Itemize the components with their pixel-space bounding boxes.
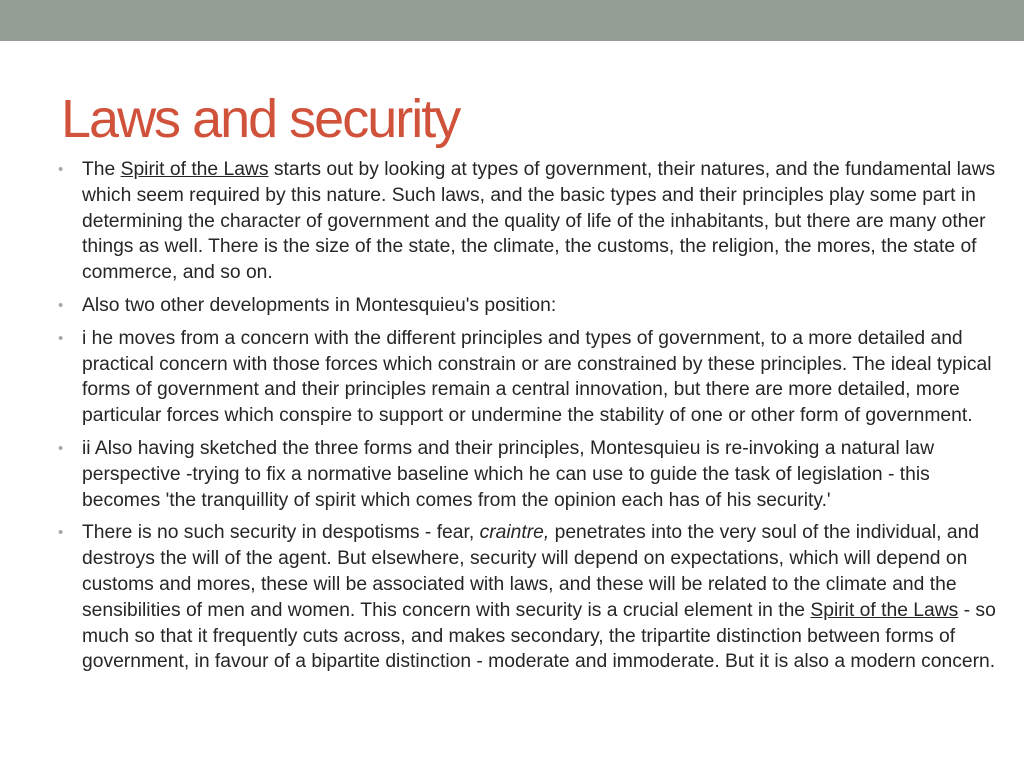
bullet-icon: • (58, 439, 64, 457)
slide-title: Laws and security (61, 89, 460, 149)
bullet-text: The (82, 159, 121, 180)
bullet-icon: • (58, 296, 64, 314)
header-bar (0, 0, 1024, 41)
bullet-text: penetrates into the very soul of the individual, and destroys the will of the agent. But elsewhere, security will depend on expectations, which will depend on customs and mores, these will be associated with laws, and these will be related to the climate and the sensibilities of men and women. This concern with security is a crucial element in the (82, 522, 980, 621)
bullet-item (58, 326, 1008, 429)
bullet-text: i he moves from a concern with the different principles and types of government, to a more detailed and practical concern with those forces which constrain or are constrained by these principles. The ideal typical forms of government and their principles remain a central innovation, but there are more detailed, more particular forces which conspire to support or undermine the stability of one or other form of government. (82, 327, 992, 427)
bullet-list (58, 157, 1008, 682)
bullet-text: Also two other developments in Montesquieu's position: (82, 294, 557, 316)
bullet-text: - so much so that it frequently cuts across, and makes secondary, the tripartite distinction between forms of government, in favour of a bipartite distinction - moderate and immoderate. But it is also a modern concern. (82, 599, 996, 673)
bullet-text: There is no such security in despotisms - fear, (82, 522, 480, 544)
bullet-icon: • (58, 524, 64, 542)
book-title-link[interactable]: Spirit of the Laws (810, 599, 959, 621)
bullet-icon: • (58, 329, 64, 347)
bullet-item (58, 520, 1008, 675)
bullet-item (58, 157, 1008, 286)
bullet-item (58, 436, 1008, 513)
bullet-item (58, 293, 1008, 319)
bullet-icon: • (58, 161, 64, 178)
bullet-text: ii Also having sketched the three forms and their principles, Montesquieu is re-invoking a natural law perspective -trying to fix a normative baseline which he can use to guide the task of legislation - this becomes 'the tranquillity of spirit which comes from the opinion each has of his security.' (82, 437, 935, 511)
bullet-text: starts out by looking at types of government, their natures, and the fundamental laws which seem required by this nature. Such laws, and the basic types and their principles play some part in determining the character of government and the quality of life of the inhabitants, but there are many other things as well. There is the size of the state, the climate, the customs, the religion, the mores, the state of commerce, and so on. (82, 159, 996, 284)
italic-term: craintre, (479, 522, 550, 544)
book-title-link[interactable]: Spirit of the Laws (120, 159, 269, 180)
